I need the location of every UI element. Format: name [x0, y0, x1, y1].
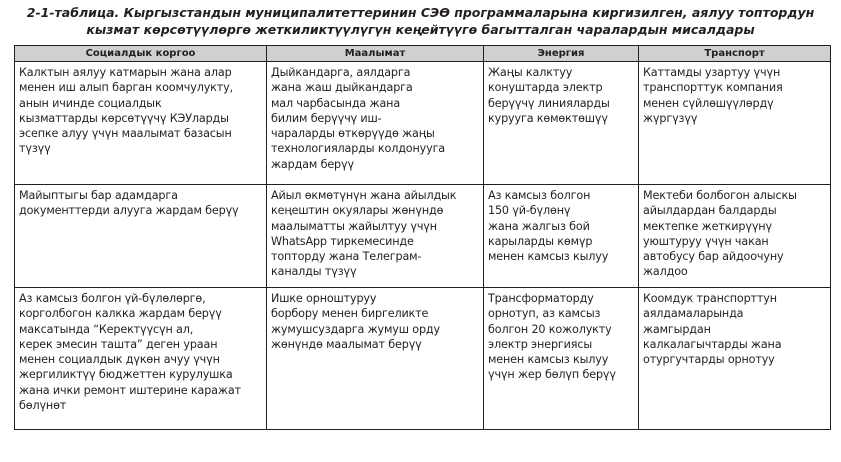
cell-text-line: карыларды көмүр: [488, 234, 593, 248]
cell-text-line: кеңештин окуялары жөнүндө: [271, 204, 444, 218]
cell-text-line: электр энергиясы: [488, 337, 593, 351]
cell-text-line: 150 үй-бүлөнү: [488, 204, 571, 218]
cell-text-line: жалдоо: [643, 265, 688, 279]
cell-text-line: Калктын аялуу катмарын жана алар: [19, 66, 232, 79]
cell-text-line: жана ички ремонт иштерине каражат: [19, 383, 241, 397]
cell-text-line: максатында “Керектүүсүн ал,: [19, 322, 194, 336]
header-transport: Транспорт: [639, 46, 831, 62]
cell-text-line: Аз камсыз болгон үй-бүлөлөргө,: [19, 292, 206, 305]
cell-text-line: орнотуп, аз камсыз: [488, 307, 601, 321]
cell-text-line: менен иш алып барган коомчулукту,: [19, 81, 234, 95]
cell-text-line: керек эмесин ташта” деген ураан: [19, 337, 218, 351]
table-cell-information: [267, 288, 484, 430]
table-cell-information: [267, 62, 484, 185]
table-cell-social-protection: [15, 62, 267, 185]
cell-text-line: мал чарбасында жана: [271, 96, 401, 110]
table-cell-social-protection: [15, 288, 267, 430]
cell-text-line: мектепке жеткирүүнү: [643, 219, 772, 233]
caption-line-2: кызмат көрсөтүүлөргө жеткиликтүүлүгүн кеңейтүүгө багытталган чаралардын мисалдары: [86, 22, 755, 37]
cell-text-line: жана жаш дыйкандарга: [271, 81, 413, 95]
cell-text-line: билим берүүчү иш-: [271, 111, 382, 125]
table-row: [15, 185, 831, 288]
caption-line-1: 2-1-таблица. Кыргызстандын муниципалитеттеринин СЭӨ программаларына киргизилген, аялуу топтордун: [26, 5, 815, 20]
cell-text-line: менен камсыз кылуу: [488, 250, 609, 264]
cell-text-line: менен социалдык дүкөн ачуу үчүн: [19, 353, 220, 367]
cell-text-line: берүүчү линияларды: [488, 96, 610, 110]
header-information: Маалымат: [267, 46, 484, 62]
cell-text-line: отургучтарды орнотуу: [643, 353, 775, 367]
cell-text-line: жамгырдан: [643, 322, 711, 336]
table-cell-energy: [484, 62, 639, 185]
cell-text-line: каналды түзүү: [271, 265, 357, 279]
cell-text-line: менен камсыз кылуу: [488, 353, 609, 367]
cell-text-line: менен сүйлөшүүлөрдү: [643, 96, 774, 110]
cell-text-line: кызматтарды көрсөтүүчү КЭУларды: [19, 111, 229, 125]
table-cell-information: [267, 185, 484, 288]
cell-text-line: Каттамды узартуу үчүн: [643, 66, 781, 79]
header-energy: Энергия: [484, 46, 639, 62]
measures-table: [14, 45, 831, 430]
cell-text-line: Мектеби болбогон алыскы: [643, 189, 797, 202]
cell-text-line: технологияларды колдонууга: [271, 142, 446, 156]
table-cell-energy: [484, 185, 639, 288]
cell-text-line: Ишке орноштуруу: [271, 292, 377, 305]
table-row: [15, 288, 831, 430]
cell-text-line: Майыптыгы бар адамдарга: [19, 189, 178, 202]
cell-text-line: жумушсуздарга жумуш орду: [271, 322, 440, 336]
cell-text-line: уюштуруу үчүн чакан: [643, 234, 769, 248]
cell-text-line: Аз камсыз болгон: [488, 189, 591, 202]
cell-text-line: жүргүзүү: [643, 111, 698, 125]
cell-text-line: чараларды өткөрүүдө жаңы: [271, 127, 435, 141]
table-row: [15, 62, 831, 185]
cell-text-line: бөлүнөт: [19, 399, 67, 413]
cell-text-line: конуштарда электр: [488, 81, 603, 95]
cell-text-line: корголбогон калкка жардам берүү: [19, 307, 222, 321]
cell-text-line: жана жалгыз бой: [488, 219, 590, 233]
table-header-row: [15, 46, 831, 62]
cell-text-line: маалыматты жайылтуу үчүн: [271, 219, 437, 233]
cell-text-line: Коомдук транспорттун: [643, 292, 777, 305]
cell-text-line: топторду жана Телеграм-: [271, 250, 422, 264]
cell-text-line: аялдамаларында: [643, 307, 744, 321]
cell-text-line: түзүү: [19, 142, 51, 156]
header-social-protection: Социалдык коргоо: [15, 46, 267, 62]
cell-text-line: эсепке алуу үчүн маалымат базасын: [19, 127, 232, 141]
cell-text-line: Дыйкандарга, аялдарга: [271, 66, 411, 79]
cell-text-line: Айыл өкмөтүнүн жана айылдык: [271, 189, 457, 202]
cell-text-line: болгон 20 кожолукту: [488, 322, 612, 336]
table-cell-transport: [639, 185, 831, 288]
cell-text-line: анын ичинде социалдык: [19, 96, 162, 110]
cell-text-line: курууга көмөктөшүү: [488, 111, 608, 125]
cell-text-line: жардам берүү: [271, 157, 354, 171]
table-cell-transport: [639, 62, 831, 185]
table-caption: [0, 4, 841, 38]
cell-text-line: айылдардан балдарды: [643, 204, 777, 218]
cell-text-line: жергиликтүү бюджеттен курулушка: [19, 368, 233, 382]
cell-text-line: транспорттук компания: [643, 81, 783, 95]
cell-text-line: жөнүндө маалымат берүү: [271, 337, 422, 351]
cell-text-line: автобусу бар айдоочуну: [643, 250, 784, 264]
cell-text-line: калкалагычтарды жана: [643, 337, 782, 351]
table-cell-social-protection: [15, 185, 267, 288]
cell-text-line: документтерди алууга жардам берүү: [19, 204, 239, 218]
cell-text-line: Жаңы калктуу: [488, 66, 573, 79]
table-cell-energy: [484, 288, 639, 430]
cell-text-line: Трансформаторду: [488, 292, 594, 305]
cell-text-line: борбору менен биргеликте: [271, 307, 429, 321]
cell-text-line: WhatsApp тиркемесинде: [271, 234, 414, 248]
cell-text-line: үчүн жер бөлүп берүү: [488, 368, 616, 382]
table-cell-transport: [639, 288, 831, 430]
